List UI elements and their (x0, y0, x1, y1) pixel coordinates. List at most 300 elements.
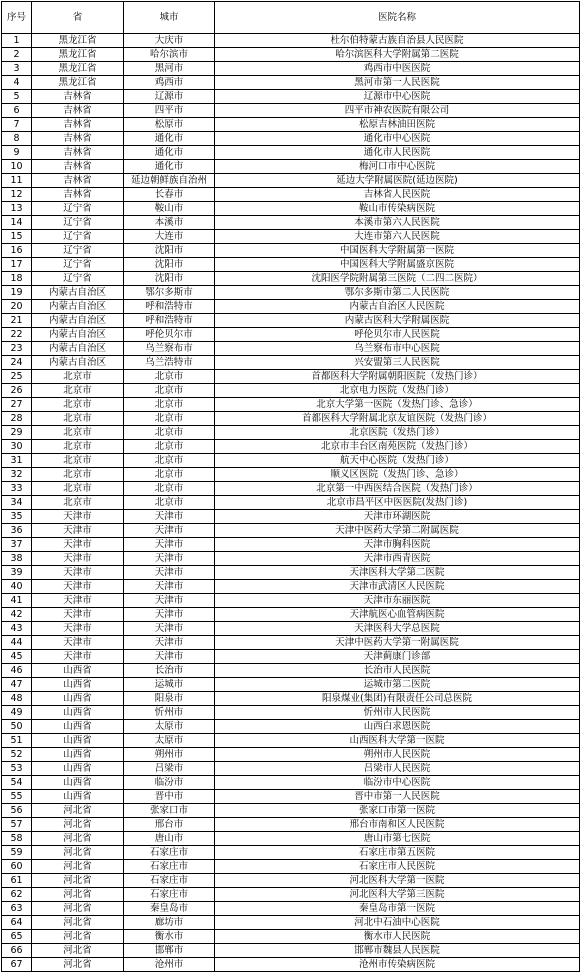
cell-index: 30 (2, 440, 32, 454)
cell-hospital-name: 通化市人民医院 (215, 146, 580, 160)
cell-hospital-name: 吉林省人民医院 (215, 188, 580, 202)
table-row (2, 818, 580, 832)
cell-hospital-name: 天津市胸科医院 (215, 538, 580, 552)
table-row (2, 748, 580, 762)
table-row (2, 664, 580, 678)
cell-city: 沈阳市 (124, 244, 215, 258)
table-row (2, 944, 580, 958)
cell-hospital-name: 天津市西青医院 (215, 552, 580, 566)
cell-hospital-name: 梅河口市中心医院 (215, 160, 580, 174)
cell-city: 通化市 (124, 146, 215, 160)
cell-index: 66 (2, 944, 32, 958)
cell-city: 乌兰浩特市 (124, 356, 215, 370)
cell-city: 石家庄市 (124, 874, 215, 888)
table-row (2, 720, 580, 734)
cell-city: 太原市 (124, 734, 215, 748)
cell-city: 大连市 (124, 230, 215, 244)
cell-hospital-name: 天津市东丽医院 (215, 594, 580, 608)
cell-province: 天津市 (32, 650, 124, 664)
cell-city: 天津市 (124, 510, 215, 524)
cell-hospital-name: 延边大学附属医院(延边医院) (215, 174, 580, 188)
cell-hospital-name: 天津市环湖医院 (215, 510, 580, 524)
table-row (2, 90, 580, 104)
cell-hospital-name: 哈尔滨医科大学附属第二医院 (215, 48, 580, 62)
cell-index: 39 (2, 566, 32, 580)
cell-province: 北京市 (32, 496, 124, 510)
cell-city: 天津市 (124, 552, 215, 566)
table-row (2, 706, 580, 720)
cell-index: 44 (2, 636, 32, 650)
cell-province: 吉林省 (32, 160, 124, 174)
cell-city: 忻州市 (124, 706, 215, 720)
cell-city: 石家庄市 (124, 846, 215, 860)
cell-hospital-name: 北京电力医院（发热门诊） (215, 384, 580, 398)
table-row (2, 356, 580, 370)
cell-city: 通化市 (124, 160, 215, 174)
table-row (2, 132, 580, 146)
cell-index: 46 (2, 664, 32, 678)
cell-city: 朔州市 (124, 748, 215, 762)
cell-province: 内蒙古自治区 (32, 342, 124, 356)
table-row (2, 930, 580, 944)
cell-index: 56 (2, 804, 32, 818)
cell-index: 45 (2, 650, 32, 664)
cell-index: 6 (2, 104, 32, 118)
cell-city: 呼和浩特市 (124, 314, 215, 328)
cell-index: 35 (2, 510, 32, 524)
cell-province: 辽宁省 (32, 230, 124, 244)
cell-hospital-name: 辽源市中心医院 (215, 90, 580, 104)
cell-province: 内蒙古自治区 (32, 356, 124, 370)
cell-index: 64 (2, 916, 32, 930)
cell-index: 43 (2, 622, 32, 636)
cell-index: 14 (2, 216, 32, 230)
table-row (2, 370, 580, 384)
cell-city: 四平市 (124, 104, 215, 118)
cell-city: 黑河市 (124, 62, 215, 76)
cell-city: 天津市 (124, 650, 215, 664)
cell-province: 黑龙江省 (32, 62, 124, 76)
cell-city: 本溪市 (124, 216, 215, 230)
cell-province: 天津市 (32, 524, 124, 538)
cell-province: 辽宁省 (32, 244, 124, 258)
table-row (2, 48, 580, 62)
table-row (2, 566, 580, 580)
cell-hospital-name: 北京市丰台区南苑医院（发热门诊） (215, 440, 580, 454)
cell-hospital-name: 黑河市第一人民医院 (215, 76, 580, 90)
cell-city: 松原市 (124, 118, 215, 132)
cell-hospital-name: 张家口市第一医院 (215, 804, 580, 818)
cell-city: 晋中市 (124, 790, 215, 804)
cell-province: 山西省 (32, 720, 124, 734)
cell-hospital-name: 顺义区医院（发热门诊、急诊） (215, 468, 580, 482)
table-row (2, 188, 580, 202)
cell-index: 32 (2, 468, 32, 482)
table-row (2, 888, 580, 902)
table-row (2, 342, 580, 356)
cell-province: 天津市 (32, 622, 124, 636)
cell-index: 18 (2, 272, 32, 286)
cell-city: 北京市 (124, 412, 215, 426)
cell-province: 吉林省 (32, 104, 124, 118)
table-row (2, 594, 580, 608)
cell-hospital-name: 山西医科大学第一医院 (215, 734, 580, 748)
table-row (2, 608, 580, 622)
table-row (2, 314, 580, 328)
cell-city: 唐山市 (124, 832, 215, 846)
cell-province: 河北省 (32, 902, 124, 916)
cell-province: 山西省 (32, 776, 124, 790)
cell-hospital-name: 朔州市人民医院 (215, 748, 580, 762)
table-row (2, 482, 580, 496)
cell-index: 49 (2, 706, 32, 720)
cell-hospital-name: 航天中心医院（发热门诊） (215, 454, 580, 468)
table-row (2, 300, 580, 314)
cell-province: 山西省 (32, 706, 124, 720)
cell-province: 黑龙江省 (32, 76, 124, 90)
cell-index: 17 (2, 258, 32, 272)
cell-province: 河北省 (32, 888, 124, 902)
cell-hospital-name: 沧州市传染病医院 (215, 958, 580, 972)
cell-city: 邢台市 (124, 818, 215, 832)
cell-province: 辽宁省 (32, 272, 124, 286)
cell-index: 57 (2, 818, 32, 832)
cell-city: 北京市 (124, 426, 215, 440)
table-row (2, 398, 580, 412)
cell-city: 北京市 (124, 398, 215, 412)
cell-index: 1 (2, 34, 32, 48)
cell-hospital-name: 秦皇岛市第一医院 (215, 902, 580, 916)
cell-province: 天津市 (32, 552, 124, 566)
cell-index: 22 (2, 328, 32, 342)
cell-hospital-name: 内蒙古自治区人民医院 (215, 300, 580, 314)
cell-city: 衡水市 (124, 930, 215, 944)
cell-province: 内蒙古自治区 (32, 286, 124, 300)
cell-hospital-name: 内蒙古医科大学附属医院 (215, 314, 580, 328)
cell-city: 北京市 (124, 454, 215, 468)
cell-hospital-name: 北京大学第一医院（发热门诊、急诊） (215, 398, 580, 412)
table-row (2, 230, 580, 244)
cell-city: 天津市 (124, 636, 215, 650)
header-index: 序号 (2, 2, 32, 34)
cell-index: 62 (2, 888, 32, 902)
cell-hospital-name: 河北医科大学第三医院 (215, 888, 580, 902)
cell-city: 沧州市 (124, 958, 215, 972)
cell-index: 34 (2, 496, 32, 510)
table-row (2, 622, 580, 636)
table-row (2, 776, 580, 790)
cell-index: 40 (2, 580, 32, 594)
cell-province: 吉林省 (32, 118, 124, 132)
cell-city: 延边朝鲜族自治州 (124, 174, 215, 188)
cell-hospital-name: 鞍山市传染病医院 (215, 202, 580, 216)
table-row (2, 692, 580, 706)
cell-hospital-name: 天津医科大学总医院 (215, 622, 580, 636)
cell-province: 北京市 (32, 482, 124, 496)
table-row (2, 650, 580, 664)
table-row (2, 384, 580, 398)
cell-city: 北京市 (124, 482, 215, 496)
cell-index: 65 (2, 930, 32, 944)
cell-city: 北京市 (124, 370, 215, 384)
cell-hospital-name: 本溪市第六人民医院 (215, 216, 580, 230)
cell-index: 4 (2, 76, 32, 90)
table-header (2, 2, 580, 34)
cell-city: 鄂尔多斯市 (124, 286, 215, 300)
table-row (2, 636, 580, 650)
cell-province: 黑龙江省 (32, 48, 124, 62)
cell-index: 55 (2, 790, 32, 804)
cell-city: 邯郸市 (124, 944, 215, 958)
table-row (2, 902, 580, 916)
cell-city: 张家口市 (124, 804, 215, 818)
cell-hospital-name: 石家庄市第五医院 (215, 846, 580, 860)
cell-hospital-name: 石家庄市人民医院 (215, 860, 580, 874)
cell-province: 天津市 (32, 580, 124, 594)
cell-province: 吉林省 (32, 174, 124, 188)
cell-province: 天津市 (32, 594, 124, 608)
cell-index: 5 (2, 90, 32, 104)
cell-hospital-name: 乌兰察布市中心医院 (215, 342, 580, 356)
table-row (2, 216, 580, 230)
cell-city: 长春市 (124, 188, 215, 202)
cell-city: 石家庄市 (124, 860, 215, 874)
cell-province: 山西省 (32, 734, 124, 748)
cell-index: 23 (2, 342, 32, 356)
cell-province: 吉林省 (32, 188, 124, 202)
cell-city: 天津市 (124, 580, 215, 594)
cell-city: 北京市 (124, 384, 215, 398)
header-row (2, 2, 580, 34)
cell-hospital-name: 松原吉林油田医院 (215, 118, 580, 132)
cell-hospital-name: 北京医院（发热门诊） (215, 426, 580, 440)
cell-index: 36 (2, 524, 32, 538)
cell-province: 河北省 (32, 930, 124, 944)
cell-province: 山西省 (32, 790, 124, 804)
cell-index: 38 (2, 552, 32, 566)
cell-index: 54 (2, 776, 32, 790)
cell-index: 67 (2, 958, 32, 972)
cell-province: 河北省 (32, 874, 124, 888)
cell-hospital-name: 山西白求恩医院 (215, 720, 580, 734)
cell-index: 20 (2, 300, 32, 314)
cell-hospital-name: 大连市第六人民医院 (215, 230, 580, 244)
cell-hospital-name: 天津市武清区人民医院 (215, 580, 580, 594)
table-row (2, 146, 580, 160)
table-row (2, 272, 580, 286)
cell-province: 北京市 (32, 412, 124, 426)
cell-province: 北京市 (32, 398, 124, 412)
cell-city: 通化市 (124, 132, 215, 146)
cell-province: 内蒙古自治区 (32, 314, 124, 328)
cell-city: 天津市 (124, 622, 215, 636)
cell-city: 太原市 (124, 720, 215, 734)
hospital-table (1, 1, 580, 972)
cell-province: 河北省 (32, 916, 124, 930)
cell-index: 16 (2, 244, 32, 258)
table-row (2, 860, 580, 874)
cell-city: 石家庄市 (124, 888, 215, 902)
cell-hospital-name: 沈阳医学院附属第三医院（二四二医院） (215, 272, 580, 286)
cell-hospital-name: 天津中医药大学第二附属医院 (215, 524, 580, 538)
cell-city: 北京市 (124, 468, 215, 482)
cell-province: 辽宁省 (32, 258, 124, 272)
table-body (2, 34, 580, 972)
cell-province: 天津市 (32, 510, 124, 524)
cell-province: 吉林省 (32, 146, 124, 160)
cell-index: 26 (2, 384, 32, 398)
cell-index: 24 (2, 356, 32, 370)
cell-index: 61 (2, 874, 32, 888)
header-city: 城市 (124, 2, 215, 34)
cell-province: 天津市 (32, 566, 124, 580)
cell-index: 15 (2, 230, 32, 244)
cell-index: 28 (2, 412, 32, 426)
cell-province: 北京市 (32, 468, 124, 482)
cell-index: 58 (2, 832, 32, 846)
table-row (2, 258, 580, 272)
cell-city: 北京市 (124, 496, 215, 510)
cell-hospital-name: 鄂尔多斯市第二人民医院 (215, 286, 580, 300)
cell-hospital-name: 晋中市第一人民医院 (215, 790, 580, 804)
cell-index: 52 (2, 748, 32, 762)
table-row (2, 580, 580, 594)
cell-city: 沈阳市 (124, 272, 215, 286)
cell-city: 大庆市 (124, 34, 215, 48)
cell-index: 50 (2, 720, 32, 734)
cell-province: 北京市 (32, 440, 124, 454)
table-row (2, 426, 580, 440)
cell-hospital-name: 鸡西市中医医院 (215, 62, 580, 76)
cell-hospital-name: 阳泉煤业(集团)有限责任公司总医院 (215, 692, 580, 706)
table-row (2, 440, 580, 454)
cell-hospital-name: 通化市中心医院 (215, 132, 580, 146)
cell-index: 31 (2, 454, 32, 468)
cell-city: 呼和浩特市 (124, 300, 215, 314)
cell-city: 呼伦贝尔市 (124, 328, 215, 342)
cell-index: 42 (2, 608, 32, 622)
cell-index: 25 (2, 370, 32, 384)
cell-city: 哈尔滨市 (124, 48, 215, 62)
table-row (2, 524, 580, 538)
cell-province: 天津市 (32, 636, 124, 650)
cell-hospital-name: 忻州市人民医院 (215, 706, 580, 720)
cell-hospital-name: 天津中医药大学第一附属医院 (215, 636, 580, 650)
cell-index: 21 (2, 314, 32, 328)
cell-city: 天津市 (124, 538, 215, 552)
cell-hospital-name: 运城市第二医院 (215, 678, 580, 692)
cell-city: 北京市 (124, 440, 215, 454)
cell-hospital-name: 首都医科大学附属北京友谊医院（发热门诊） (215, 412, 580, 426)
cell-province: 河北省 (32, 944, 124, 958)
cell-city: 乌兰察布市 (124, 342, 215, 356)
cell-index: 9 (2, 146, 32, 160)
cell-hospital-name: 兴安盟第三人民医院 (215, 356, 580, 370)
cell-index: 27 (2, 398, 32, 412)
table-row (2, 34, 580, 48)
cell-province: 山西省 (32, 762, 124, 776)
cell-index: 37 (2, 538, 32, 552)
table-row (2, 874, 580, 888)
cell-province: 北京市 (32, 384, 124, 398)
cell-hospital-name: 邯郸市魏县人民医院 (215, 944, 580, 958)
cell-index: 11 (2, 174, 32, 188)
cell-index: 10 (2, 160, 32, 174)
table-row (2, 552, 580, 566)
cell-province: 吉林省 (32, 132, 124, 146)
cell-hospital-name: 衡水市人民医院 (215, 930, 580, 944)
table-row (2, 202, 580, 216)
cell-province: 山西省 (32, 692, 124, 706)
cell-province: 山西省 (32, 678, 124, 692)
cell-index: 48 (2, 692, 32, 706)
cell-province: 河北省 (32, 818, 124, 832)
table-row (2, 468, 580, 482)
cell-province: 河北省 (32, 846, 124, 860)
cell-province: 天津市 (32, 608, 124, 622)
cell-province: 内蒙古自治区 (32, 328, 124, 342)
cell-city: 秦皇岛市 (124, 902, 215, 916)
cell-city: 天津市 (124, 594, 215, 608)
table-row (2, 412, 580, 426)
cell-index: 2 (2, 48, 32, 62)
cell-province: 吉林省 (32, 90, 124, 104)
cell-city: 天津市 (124, 566, 215, 580)
cell-province: 天津市 (32, 538, 124, 552)
table-row (2, 76, 580, 90)
table-row (2, 762, 580, 776)
cell-province: 河北省 (32, 958, 124, 972)
cell-index: 29 (2, 426, 32, 440)
cell-index: 13 (2, 202, 32, 216)
cell-index: 63 (2, 902, 32, 916)
table-row (2, 286, 580, 300)
cell-hospital-name: 杜尔伯特蒙古族自治县人民医院 (215, 34, 580, 48)
cell-hospital-name: 北京市昌平区中医医院(发热门诊) (215, 496, 580, 510)
cell-index: 19 (2, 286, 32, 300)
cell-index: 7 (2, 118, 32, 132)
cell-city: 临汾市 (124, 776, 215, 790)
table-row (2, 804, 580, 818)
table-row (2, 734, 580, 748)
table-row (2, 790, 580, 804)
table-row (2, 174, 580, 188)
cell-index: 53 (2, 762, 32, 776)
table-row (2, 538, 580, 552)
cell-province: 河北省 (32, 832, 124, 846)
cell-city: 沈阳市 (124, 258, 215, 272)
cell-index: 33 (2, 482, 32, 496)
cell-hospital-name: 首都医科大学附属朝阳医院（发热门诊） (215, 370, 580, 384)
cell-province: 北京市 (32, 426, 124, 440)
table-row (2, 832, 580, 846)
cell-hospital-name: 河北中石油中心医院 (215, 916, 580, 930)
cell-city: 吕梁市 (124, 762, 215, 776)
cell-hospital-name: 中国医科大学附属盛京医院 (215, 258, 580, 272)
cell-hospital-name: 临汾市中心医院 (215, 776, 580, 790)
table-row (2, 510, 580, 524)
cell-hospital-name: 中国医科大学附属第一医院 (215, 244, 580, 258)
cell-index: 12 (2, 188, 32, 202)
table-row (2, 160, 580, 174)
cell-province: 山西省 (32, 664, 124, 678)
cell-hospital-name: 长治市人民医院 (215, 664, 580, 678)
cell-city: 鞍山市 (124, 202, 215, 216)
cell-index: 59 (2, 846, 32, 860)
cell-hospital-name: 四平市神农医院有限公司 (215, 104, 580, 118)
table-row (2, 454, 580, 468)
table-row (2, 496, 580, 510)
